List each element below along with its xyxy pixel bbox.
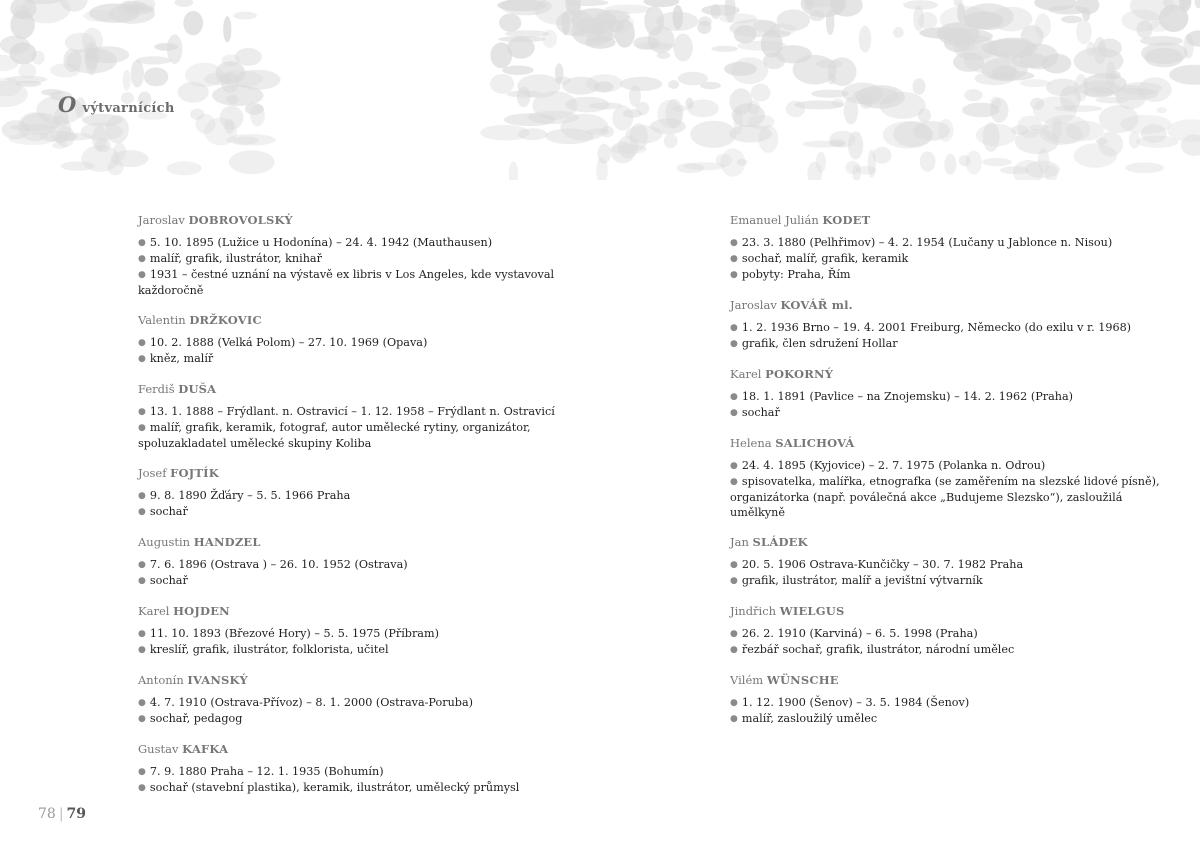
detail-text: sochař — [149, 505, 188, 518]
page-number-left: 78 — [38, 806, 56, 822]
artist-first-name: Ferdiš — [138, 382, 175, 396]
bullet-icon: ● — [138, 423, 146, 433]
detail-text: sochař — [741, 406, 780, 419]
artist-entry — [138, 381, 578, 451]
bullet-icon: ● — [730, 714, 738, 724]
artist-name — [730, 435, 1170, 451]
title-rest: výtvarnících — [82, 101, 175, 116]
artist-entry — [138, 741, 578, 796]
artist-surname: SALICHOVÁ — [775, 436, 855, 450]
artist-surname: KOVÁŘ ml. — [780, 298, 853, 312]
page-number-right: 79 — [66, 806, 87, 822]
bullet-icon: ● — [138, 270, 146, 280]
detail-text: 4. 7. 1910 (Ostrava-Přívoz) – 8. 1. 2000 (Ostrava-Poruba) — [149, 696, 473, 709]
artist-entry — [730, 435, 1170, 520]
artist-surname: DOBROVOLSKÝ — [188, 213, 293, 227]
artist-detail-line — [730, 251, 1170, 267]
detail-text: 1. 12. 1900 (Šenov) – 3. 5. 1984 (Šenov) — [741, 696, 970, 709]
detail-text: 18. 1. 1891 (Pavlice – na Znojemsku) – 14. 2. 1962 (Praha) — [741, 390, 1073, 403]
artist-surname: WIELGUS — [779, 604, 845, 618]
artist-detail-line — [730, 389, 1170, 405]
detail-text: malíř, grafik, keramik, fotograf, autor umělecké rytiny, organizátor, spoluzakladatel umělecké skupiny Koliba — [138, 421, 531, 450]
bullet-icon: ● — [138, 354, 146, 364]
artist-detail-line — [138, 626, 578, 642]
bullet-icon: ● — [730, 323, 738, 333]
detail-text: 20. 5. 1906 Ostrava-Kunčičky – 30. 7. 1982 Praha — [741, 558, 1024, 571]
detail-text: 1931 – čestné uznání na výstavě ex libris v Los Angeles, kde vystavoval každoročně — [138, 268, 555, 297]
artist-detail-line — [730, 336, 1170, 352]
detail-text: pobyty: Praha, Řím — [741, 268, 851, 281]
artist-detail-line — [138, 504, 578, 520]
artist-name — [730, 672, 1170, 688]
artist-surname: WÜNSCHE — [766, 673, 839, 687]
artist-detail-line — [730, 695, 1170, 711]
artist-detail-line — [138, 780, 578, 796]
artist-surname: DRŽKOVIC — [189, 313, 262, 327]
artist-first-name: Emanuel Julián — [730, 213, 819, 227]
page-numbers — [38, 806, 86, 822]
detail-text: grafik, člen sdružení Hollar — [741, 337, 898, 350]
artist-detail-line — [138, 764, 578, 780]
artist-name — [138, 381, 578, 397]
artist-name — [138, 603, 578, 619]
bullet-icon: ● — [730, 339, 738, 349]
bullet-icon: ● — [138, 254, 146, 264]
detail-text: 7. 9. 1880 Praha – 12. 1. 1935 (Bohumín) — [149, 765, 384, 778]
bullet-icon: ● — [138, 629, 146, 639]
artist-detail-line — [138, 695, 578, 711]
artist-name — [138, 741, 578, 757]
artist-entry — [138, 465, 578, 520]
artist-detail-line — [138, 251, 578, 267]
artist-surname: SLÁDEK — [752, 535, 808, 549]
bullet-icon: ● — [730, 477, 738, 487]
bullet-icon: ● — [138, 645, 146, 655]
bullet-icon: ● — [730, 645, 738, 655]
bullet-icon: ● — [730, 270, 738, 280]
artist-name — [730, 603, 1170, 619]
artist-detail-line — [138, 573, 578, 589]
artist-entry — [730, 534, 1170, 589]
artist-first-name: Jaroslav — [138, 213, 185, 227]
artist-first-name: Jaroslav — [730, 298, 777, 312]
artist-detail-line — [138, 404, 578, 420]
artist-name — [730, 366, 1170, 382]
artist-name — [138, 312, 578, 328]
artist-entry — [138, 212, 578, 298]
detail-text: sochař, malíř, grafik, keramik — [741, 252, 909, 265]
bullet-icon: ● — [730, 576, 738, 586]
detail-text: 9. 8. 1890 Žďáry – 5. 5. 1966 Praha — [149, 489, 351, 502]
artist-name — [730, 212, 1170, 228]
bullet-icon: ● — [138, 491, 146, 501]
bullet-icon: ● — [138, 338, 146, 348]
bullet-icon: ● — [730, 392, 738, 402]
artist-first-name: Jindřich — [730, 604, 777, 618]
artist-detail-line — [730, 642, 1170, 658]
artist-entry — [730, 212, 1170, 283]
artist-name — [138, 534, 578, 550]
artist-name — [138, 672, 578, 688]
artist-detail-line — [138, 711, 578, 727]
artist-surname: HOJDEN — [173, 604, 230, 618]
artist-detail-line — [730, 235, 1170, 251]
artist-name — [138, 212, 578, 228]
detail-text: sochař (stavební plastika), keramik, ilustrátor, umělecký průmysl — [149, 781, 520, 794]
artist-detail-line — [730, 474, 1170, 520]
artist-detail-line — [138, 642, 578, 658]
artist-detail-line — [730, 557, 1170, 573]
bullet-icon: ● — [138, 407, 146, 417]
right-column — [730, 212, 1170, 741]
detail-text: 10. 2. 1888 (Velká Polom) – 27. 10. 1969 (Opava) — [149, 336, 428, 349]
page-title — [58, 92, 175, 117]
bullet-icon: ● — [138, 698, 146, 708]
bullet-icon: ● — [730, 408, 738, 418]
artist-detail-line — [730, 626, 1170, 642]
artist-entry — [730, 366, 1170, 421]
artist-surname: POKORNÝ — [765, 367, 834, 381]
bullet-icon: ● — [730, 461, 738, 471]
page-separator: | — [58, 806, 64, 822]
artist-first-name: Karel — [138, 604, 170, 618]
artist-detail-line — [138, 351, 578, 367]
artist-first-name: Valentin — [138, 313, 186, 327]
artist-surname: KAFKA — [182, 742, 229, 756]
detail-text: grafik, ilustrátor, malíř a jevištní výtvarník — [741, 574, 983, 587]
artist-surname: DUŠA — [178, 382, 217, 396]
artist-first-name: Jan — [730, 535, 749, 549]
detail-text: 1. 2. 1936 Brno – 19. 4. 2001 Freiburg, Německo (do exilu v r. 1968) — [741, 321, 1132, 334]
artist-surname: IVANSKÝ — [187, 673, 248, 687]
bullet-icon: ● — [138, 238, 146, 248]
bullet-icon: ● — [138, 560, 146, 570]
detail-text: 5. 10. 1895 (Lužice u Hodonína) – 24. 4. 1942 (Mauthausen) — [149, 236, 493, 249]
bullet-icon: ● — [730, 629, 738, 639]
artist-first-name: Augustin — [138, 535, 191, 549]
artist-detail-line — [138, 267, 578, 298]
bullet-icon: ● — [138, 714, 146, 724]
artist-detail-line — [730, 458, 1170, 474]
artist-detail-line — [138, 557, 578, 573]
artist-entry — [138, 312, 578, 367]
detail-text: 26. 2. 1910 (Karviná) – 6. 5. 1998 (Praha) — [741, 627, 978, 640]
bullet-icon: ● — [730, 238, 738, 248]
artist-first-name: Gustav — [138, 742, 179, 756]
detail-text: kreslíř, grafik, ilustrátor, folklorista, učitel — [149, 643, 389, 656]
artist-detail-line — [730, 573, 1170, 589]
bullet-icon: ● — [730, 698, 738, 708]
detail-text: 7. 6. 1896 (Ostrava ) – 26. 10. 1952 (Ostrava) — [149, 558, 408, 571]
artist-detail-line — [730, 405, 1170, 421]
artist-entry — [138, 672, 578, 727]
artist-entry — [730, 672, 1170, 727]
artist-first-name: Josef — [138, 466, 167, 480]
detail-text: kněz, malíř — [149, 352, 214, 365]
detail-text: 13. 1. 1888 – Frýdlant. n. Ostravicí – 1. 12. 1958 – Frýdlant n. Ostravicí — [149, 405, 555, 418]
bullet-icon: ● — [730, 560, 738, 570]
artist-surname: HANDZEL — [193, 535, 261, 549]
artist-detail-line — [138, 420, 578, 451]
detail-text: malíř, grafik, ilustrátor, knihař — [149, 252, 322, 265]
artist-surname: KODET — [822, 213, 871, 227]
artist-entry — [730, 603, 1170, 658]
bullet-icon: ● — [138, 507, 146, 517]
artist-detail-line — [730, 267, 1170, 283]
detail-text: malíř, zasloužilý umělec — [741, 712, 878, 725]
background-texture — [0, 0, 1200, 180]
bullet-icon: ● — [138, 576, 146, 586]
artist-detail-line — [138, 488, 578, 504]
detail-text: řezbář sochař, grafik, ilustrátor, národní umělec — [741, 643, 1015, 656]
artist-first-name: Vilém — [730, 673, 764, 687]
bullet-icon: ● — [730, 254, 738, 264]
title-initial: O — [58, 92, 77, 117]
artist-entry — [730, 297, 1170, 352]
artist-name — [730, 297, 1170, 313]
artist-name — [138, 465, 578, 481]
artist-detail-line — [730, 320, 1170, 336]
artist-detail-line — [138, 235, 578, 251]
artist-surname: FOJTÍK — [170, 466, 219, 480]
artist-first-name: Karel — [730, 367, 762, 381]
detail-text: spisovatelka, malířka, etnografka (se zaměřením na slezské lidové písně), organizátorka (např. poválečná akce „Budujeme Slezsko“), zasloužilá umělkyně — [730, 475, 1160, 519]
detail-text: sochař, pedagog — [149, 712, 243, 725]
artist-first-name: Helena — [730, 436, 772, 450]
artist-name — [730, 534, 1170, 550]
detail-text: 24. 4. 1895 (Kyjovice) – 2. 7. 1975 (Polanka n. Odrou) — [741, 459, 1046, 472]
artist-entry — [138, 603, 578, 658]
bullet-icon: ● — [138, 767, 146, 777]
left-column — [138, 212, 578, 810]
artist-detail-line — [138, 335, 578, 351]
artist-first-name: Antonín — [138, 673, 184, 687]
detail-text: sochař — [149, 574, 188, 587]
detail-text: 11. 10. 1893 (Březové Hory) – 5. 5. 1975 (Příbram) — [149, 627, 439, 640]
detail-text: 23. 3. 1880 (Pelhřimov) – 4. 2. 1954 (Lučany u Jablonce n. Nisou) — [741, 236, 1113, 249]
artist-detail-line — [730, 711, 1170, 727]
bullet-icon: ● — [138, 783, 146, 793]
artist-entry — [138, 534, 578, 589]
